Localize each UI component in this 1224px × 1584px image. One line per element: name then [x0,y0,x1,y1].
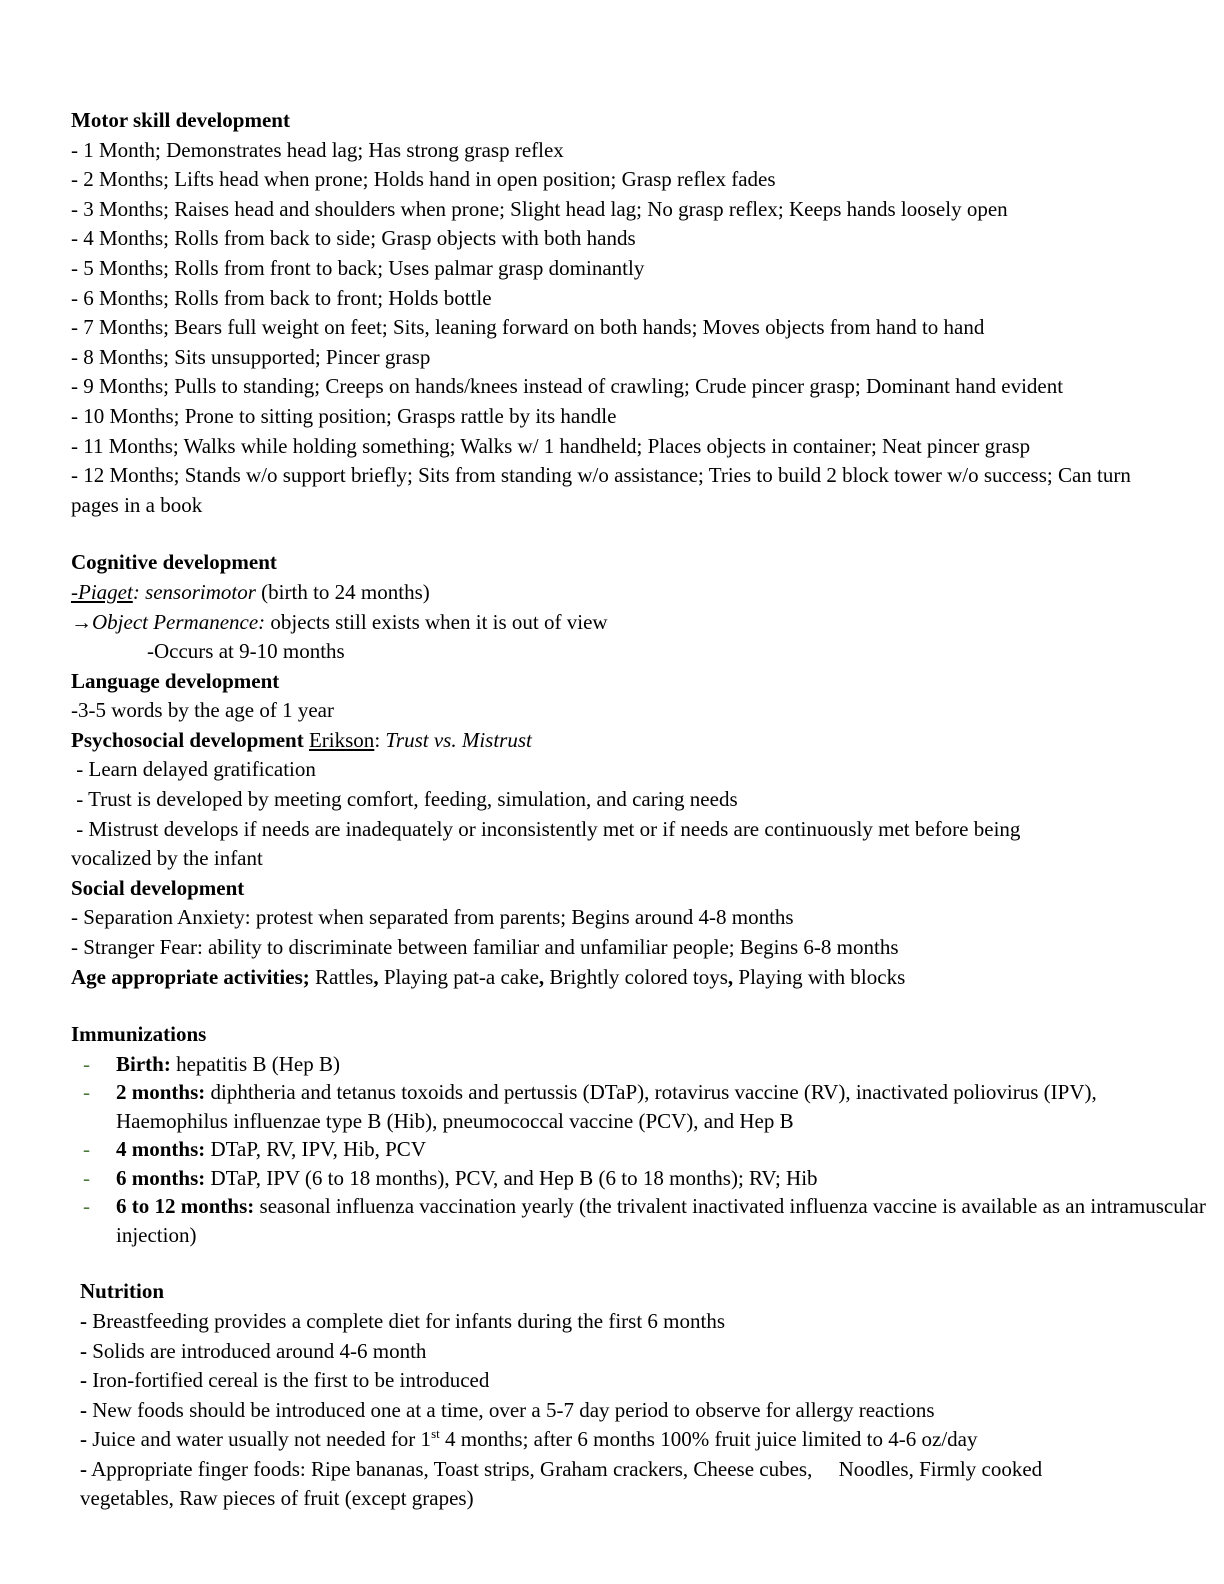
piaget-colon: : [132,579,146,604]
immunization-item [71,1192,1206,1249]
bullet-dash: - [83,1165,90,1190]
immunization-text: DTaP, RV, IPV, Hib, PCV [205,1137,426,1162]
erikson-colon: : [374,727,386,752]
psychosocial-line [71,726,1201,756]
immunization-age: 2 months: [116,1080,206,1105]
motor-item: - 9 Months; Pulls to standing; Creeps on hands/knees instead of crawling; Crude pincer grasp; Dominant hand evident [71,374,1064,399]
object-permanence-occurs: -Occurs at 9-10 months [147,639,345,664]
erikson-label: Erikson [308,727,375,752]
activity-item: Brightly colored toys [544,964,728,989]
piaget-range: (birth to 24 months) [255,579,430,604]
motor-item: - 12 Months; Stands w/o support briefly; Sits from standing w/o assistance; Tries to build 2 block tower w/o success; Can turn pages in a book [71,463,1131,517]
object-permanence-text: objects still exists when it is out of view [265,609,608,634]
motor-list [71,136,1201,521]
activity-item: Playing pat-a cake [378,964,539,989]
bullet-dash: - [80,1308,87,1333]
psychosocial-heading: Psychosocial development [71,727,304,752]
bullet-dash: - [83,1051,90,1076]
immunization-text: seasonal influenza vaccination yearly (the trivalent inactivated influenza vaccine is available as an intramuscular injection) [116,1194,1206,1247]
nutrition-text: 4 months; after 6 months 100% fruit juice limited to 4-6 oz/day [439,1427,978,1452]
nutrition-heading: Nutrition [80,1279,164,1304]
object-permanence-label: Object Permanence: [92,609,266,634]
activities-line [71,963,1201,993]
immunization-item [71,1050,1206,1079]
activity-item: Playing with blocks [733,964,906,989]
language-heading: Language development [71,668,280,693]
activity-separator: , [538,964,545,989]
nutrition-item [80,1337,1201,1367]
activity-separator: , [727,964,734,989]
social-heading: Social development [71,875,245,900]
bullet-dash: - [83,1080,90,1105]
nutrition-text: Breastfeeding provides a complete diet for infants during the first 6 months [87,1308,726,1333]
immunization-text: DTaP, IPV (6 to 18 months), PCV, and Hep B (6 to 18 months); RV; Hib [205,1165,818,1190]
immunization-text: diphtheria and tetanus toxoids and pertussis (DTaP), rotavirus vaccine (RV), inactivated poliovirus (IPV), Haemophilus influenzae type B (Hib), pneumococcal vaccine (PCV), and Hep B [116,1080,1097,1133]
nutrition-text: Appropriate finger foods: Ripe bananas, Toast strips, Graham crackers, Cheese cubes, Noodles, Firmly cooked vegetables, Raw pieces of fruit (except grapes) [80,1456,1048,1511]
activity-item: Rattles [309,964,374,989]
bullet-dash: - [80,1427,87,1452]
immunization-age: Birth: [116,1051,171,1076]
motor-item: - 7 Months; Bears full weight on feet; Sits, leaning forward on both hands; Moves objects from hand to hand [71,315,985,340]
social-item: - Separation Anxiety: protest when separated from parents; Begins around 4-8 months [71,905,794,930]
immunization-age: 6 months: [116,1165,206,1190]
motor-item: - 6 Months; Rolls from back to front; Holds bottle [71,285,492,310]
motor-item: - 11 Months; Walks while holding something; Walks w/ 1 handheld; Places objects in container; Neat pincer grasp [71,433,1031,458]
psychosocial-item: - Trust is developed by meeting comfort, feeding, simulation, and caring needs [71,787,738,812]
motor-item: - 10 Months; Prone to sitting position; Grasps rattle by its handle [71,403,617,428]
cognitive-heading: Cognitive development [71,550,277,575]
activity-separator: , [373,964,379,989]
motor-item: - 2 Months; Lifts head when prone; Holds hand in open position; Grasp reflex fades [71,167,776,192]
bullet-dash: - [80,1397,87,1422]
arrow-icon: → [71,609,92,634]
immunization-text: hepatitis B (Hep B) [170,1051,340,1076]
motor-item: - 3 Months; Raises head and shoulders when prone; Slight head lag; No grasp reflex; Keeps hands loosely open [71,196,1008,221]
bullet-dash: - [80,1456,87,1481]
psychosocial-item: - Learn delayed gratification [71,757,316,782]
immunizations-list [71,1050,1206,1250]
document-page [71,106,1206,1514]
motor-item: - 8 Months; Sits unsupported; Pincer grasp [71,344,431,369]
motor-item: - 5 Months; Rolls from front to back; Uses palmar grasp dominantly [71,255,645,280]
motor-item: - 4 Months; Rolls from back to side; Grasp objects with both hands [71,226,636,251]
superscript: st [431,1426,440,1442]
immunization-age: 4 months: [116,1137,206,1162]
nutrition-text: Juice and water usually not needed for 1 [87,1427,432,1452]
piaget-stage: sensorimotor [145,579,256,604]
bullet-dash: - [80,1368,87,1393]
immunization-item [71,1164,1206,1193]
nutrition-item [80,1307,1201,1337]
motor-item: - 1 Month; Demonstrates head lag; Has strong grasp reflex [71,137,564,162]
psychosocial-item: - Mistrust develops if needs are inadequately or inconsistently met or if needs are continuously met before being vocalized by the infant [71,816,1026,871]
motor-heading: Motor skill development [71,108,290,132]
piaget-label: -Piaget [71,579,133,604]
piaget-line [71,578,1201,608]
nutrition-section [71,1277,1201,1514]
nutrition-item [80,1396,1201,1426]
nutrition-text: Solids are introduced around 4-6 month [87,1338,427,1363]
immunization-item [71,1078,1206,1135]
immunization-age: 6 to 12 months: [116,1194,255,1219]
activities-heading: Age appropriate activities; [71,964,310,989]
nutrition-text: New foods should be introduced one at a time, over a 5-7 day period to observe for allergy reactions [87,1397,935,1422]
immunization-item [71,1135,1206,1164]
erikson-stage: Trust vs. Mistrust [385,727,532,752]
bullet-dash: - [80,1338,87,1363]
immunizations-heading: Immunizations [71,1022,207,1047]
social-item: - Stranger Fear: ability to discriminate between familiar and unfamiliar people; Begins 6-8 months [71,935,899,960]
nutrition-item [80,1366,1201,1396]
bullet-dash: - [83,1137,90,1162]
nutrition-text: Iron-fortified cereal is the first to be introduced [87,1368,490,1393]
nutrition-item [80,1425,1201,1455]
nutrition-item [80,1455,1110,1514]
bullet-dash: - [83,1194,90,1219]
object-permanence-line [71,608,1201,638]
language-text: -3-5 words by the age of 1 year [71,698,334,723]
